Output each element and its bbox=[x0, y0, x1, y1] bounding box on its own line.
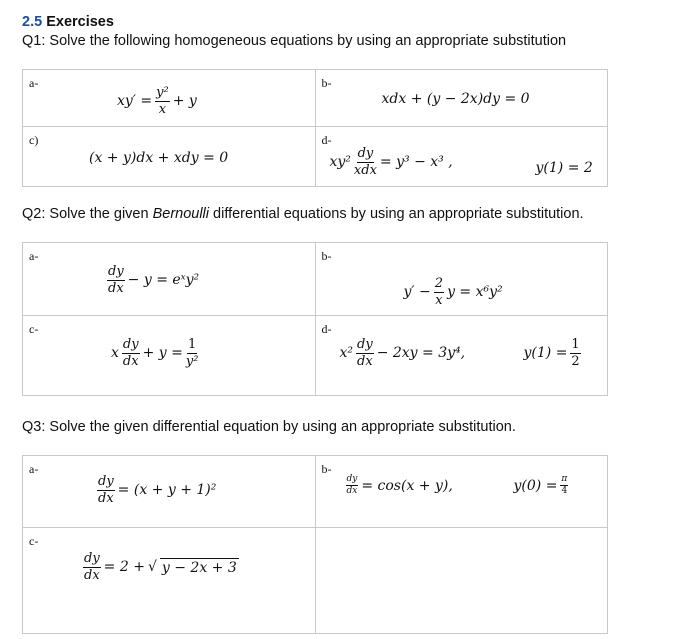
q1c-cell bbox=[23, 127, 316, 187]
q3a-num: dy bbox=[98, 474, 114, 489]
q2a-den: dx bbox=[108, 280, 124, 296]
q1a-equation bbox=[117, 86, 197, 116]
q1b-cell bbox=[315, 70, 608, 127]
q1a-num: y² bbox=[156, 85, 169, 100]
q1a-lhs: xy′ = bbox=[117, 93, 153, 110]
section-title: Exercises bbox=[46, 14, 114, 30]
q2c-label: c- bbox=[29, 322, 39, 336]
q1d-fraction bbox=[354, 147, 377, 177]
q3b-equation bbox=[346, 475, 453, 497]
q1d-equation bbox=[330, 147, 453, 177]
q2a-cell bbox=[23, 243, 316, 316]
q2a-rhs: − y = eˣy² bbox=[127, 272, 200, 289]
q3b-cell bbox=[315, 456, 608, 528]
sqrt-icon: √ bbox=[147, 559, 157, 576]
q3b-fraction bbox=[346, 475, 359, 497]
q2c-cell bbox=[23, 316, 316, 396]
q2-instruction bbox=[22, 206, 584, 222]
q3a-rhs: = (x + y + 1)² bbox=[117, 482, 217, 499]
q3-table bbox=[22, 455, 608, 634]
section-number: 2.5 bbox=[22, 14, 43, 30]
q2c-lhs: x bbox=[111, 345, 119, 362]
q3a-equation bbox=[97, 475, 216, 505]
q2d-cond-num: 1 bbox=[571, 337, 580, 352]
q1a-fraction bbox=[155, 86, 170, 116]
q2d-label: d- bbox=[321, 322, 332, 336]
q2d-condition bbox=[524, 338, 581, 368]
q2d-cell bbox=[315, 316, 608, 396]
q1c-label: c) bbox=[29, 133, 39, 147]
q3b-cond-den: 4 bbox=[561, 486, 568, 497]
q2d-cond-fraction bbox=[570, 338, 580, 368]
section-heading bbox=[22, 14, 114, 30]
q2b-rhs: y = x⁶y² bbox=[447, 284, 503, 301]
q3c-cell bbox=[23, 528, 316, 634]
q3a-fraction bbox=[97, 475, 115, 505]
q2a-label: a- bbox=[29, 249, 39, 263]
q1d-den: xdx bbox=[353, 162, 377, 178]
q2b-cell bbox=[315, 243, 608, 316]
q3b-cond-num: π bbox=[560, 475, 568, 486]
q3a-label: a- bbox=[29, 462, 39, 476]
q3b-cond-lhs: y(0) = bbox=[513, 477, 558, 494]
q1a-rhs: + y bbox=[172, 93, 197, 110]
q2-emph: Bernoulli bbox=[152, 206, 209, 222]
q2d-rhs: − 2xy = 3y⁴, bbox=[376, 345, 466, 362]
q2b-fraction bbox=[434, 277, 444, 307]
q3c-label: c- bbox=[29, 534, 39, 548]
q2c-den2: y² bbox=[185, 353, 199, 369]
q3b-cond-fraction bbox=[560, 475, 568, 497]
q2c-fraction2 bbox=[186, 338, 199, 368]
q1b-label: b- bbox=[321, 76, 332, 90]
q2c-fraction bbox=[122, 338, 140, 368]
q1d-rhs: = y³ − x³ , bbox=[379, 154, 453, 171]
q2b-lhs: y′ − bbox=[403, 284, 431, 301]
q2d-lhs: x² bbox=[339, 345, 354, 362]
q3c-equation bbox=[83, 552, 239, 582]
q3a-den: dx bbox=[98, 490, 114, 506]
q1d-condition: y(1) = 2 bbox=[535, 160, 593, 176]
q2c-num: dy bbox=[122, 337, 139, 352]
q2b-den: x bbox=[435, 292, 443, 308]
q2b-equation bbox=[404, 277, 503, 307]
q2c-den: dx bbox=[122, 353, 139, 369]
q2d-cond-lhs: y(1) = bbox=[523, 345, 568, 362]
q3b-condition bbox=[514, 475, 569, 497]
q2c-mid: + y = bbox=[142, 345, 183, 362]
q1d-lhs: xy² bbox=[329, 154, 351, 171]
q3c-sqrt-content: y − 2x + 3 bbox=[161, 560, 237, 577]
q3c-num: dy bbox=[84, 551, 100, 566]
q2d-fraction bbox=[356, 338, 374, 368]
q2d-cond-den: 2 bbox=[571, 353, 580, 369]
q2-table bbox=[22, 242, 608, 396]
q3c-fraction bbox=[83, 552, 101, 582]
q3b-num: dy bbox=[346, 475, 359, 486]
q2c-num2: 1 bbox=[188, 337, 197, 352]
q2a-fraction bbox=[107, 265, 125, 295]
q2c-equation bbox=[111, 338, 198, 368]
q2-suffix: differential equations by using an appropriate substitution. bbox=[209, 206, 584, 222]
q1b-equation: xdx + (y − 2x)dy = 0 bbox=[381, 91, 530, 107]
q3b-den: dx bbox=[346, 486, 358, 497]
q2d-den: dx bbox=[357, 353, 373, 369]
q1d-cell bbox=[315, 127, 608, 187]
q3-instruction: Q3: Solve the given differential equation by using an appropriate substitution. bbox=[22, 419, 516, 435]
q2d-equation bbox=[340, 338, 466, 368]
q1a-cell bbox=[23, 70, 316, 127]
q3c-den: dx bbox=[84, 567, 100, 583]
q1a-den: x bbox=[158, 101, 167, 117]
q1-instruction: Q1: Solve the following homogeneous equations by using an appropriate substitution bbox=[22, 33, 567, 49]
q2-prefix: Q2: Solve the given bbox=[22, 206, 153, 222]
q1a-label: a- bbox=[29, 76, 39, 90]
q2b-label: b- bbox=[321, 249, 332, 263]
q1-table bbox=[22, 69, 608, 187]
q2a-num: dy bbox=[108, 264, 124, 279]
q2d-num: dy bbox=[357, 337, 373, 352]
q2a-equation bbox=[107, 265, 199, 295]
q1d-num: dy bbox=[357, 146, 374, 161]
q2b-num: 2 bbox=[434, 276, 444, 291]
q1c-equation: (x + y)dx + xdy = 0 bbox=[89, 150, 229, 166]
q3c-rhs: = 2 + bbox=[103, 559, 145, 576]
q1d-label: d- bbox=[321, 133, 332, 147]
q3b-label: b- bbox=[321, 462, 332, 476]
q3d-cell-empty bbox=[315, 528, 608, 634]
q3a-cell bbox=[23, 456, 316, 528]
q3b-rhs: = cos(x + y), bbox=[361, 477, 453, 494]
